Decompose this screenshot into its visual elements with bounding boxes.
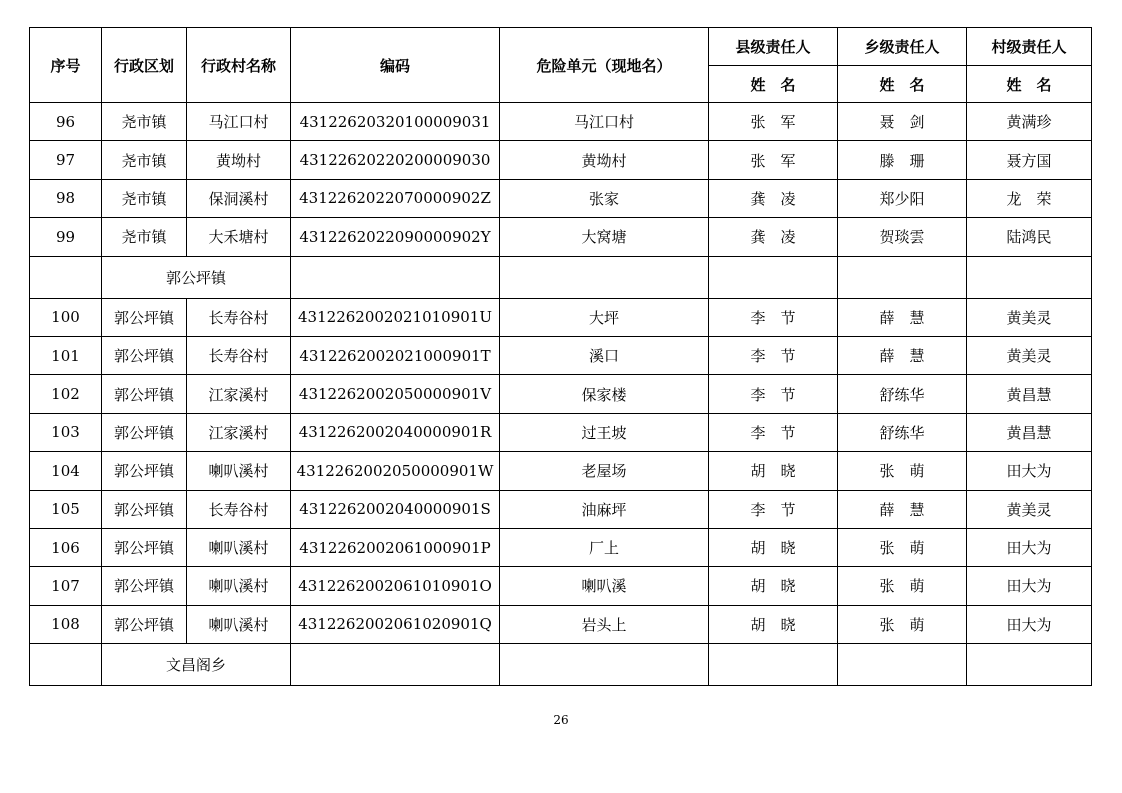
cell-code: 431226200206101090​1O <box>291 567 500 605</box>
cell-village-resp: 聂方国 <box>967 141 1092 179</box>
cell-danger-unit: 大窝塘 <box>500 218 709 256</box>
cell-danger-unit: 油麻坪 <box>500 490 709 528</box>
section-row-1-body <box>30 256 1092 298</box>
page-number: 26 <box>553 713 569 727</box>
cell-district: 郭公坪镇 <box>102 605 187 643</box>
header-name-county: 姓 名 <box>709 66 838 103</box>
table-row <box>30 567 1092 605</box>
cell-township-resp: 张 萌 <box>838 528 967 566</box>
cell-village: 马江口村 <box>187 103 291 141</box>
cell-danger-unit: 老屋场 <box>500 452 709 490</box>
cell-danger-unit: 过王坡 <box>500 413 709 451</box>
cell-danger-unit: 保家楼 <box>500 375 709 413</box>
cell-danger-unit: 厂上 <box>500 528 709 566</box>
cell-village-resp: 黄美灵 <box>967 298 1092 336</box>
cell-district: 郭公坪镇 <box>102 298 187 336</box>
header-row <box>30 28 1092 66</box>
cell-village: 长寿谷村 <box>187 490 291 528</box>
cell-danger-unit: 喇叭溪 <box>500 567 709 605</box>
cell-danger-unit: 马江口村 <box>500 103 709 141</box>
header-name-village: 姓 名 <box>967 66 1092 103</box>
cell-seq: 98 <box>30 179 102 217</box>
section-empty-cell <box>291 644 500 686</box>
cell-district: 尧市镇 <box>102 141 187 179</box>
table-row <box>30 298 1092 336</box>
header-seq: 序号 <box>30 28 102 103</box>
cell-seq: 96 <box>30 103 102 141</box>
cell-village: 江家溪村 <box>187 413 291 451</box>
cell-township-resp: 滕 珊 <box>838 141 967 179</box>
table-row <box>30 490 1092 528</box>
cell-danger-unit: 溪口 <box>500 336 709 374</box>
cell-code: 431226203201000090​31 <box>291 103 500 141</box>
cell-district: 郭公坪镇 <box>102 490 187 528</box>
cell-county-resp: 张 军 <box>709 141 838 179</box>
cell-village: 喇叭溪村 <box>187 567 291 605</box>
section-empty-cell <box>709 644 838 686</box>
cell-code: 431226200204000090​1R <box>291 413 500 451</box>
cell-seq: 105 <box>30 490 102 528</box>
header-district: 行政区划 <box>102 28 187 103</box>
table-row <box>30 605 1092 643</box>
table-row <box>30 336 1092 374</box>
cell-district: 郭公坪镇 <box>102 528 187 566</box>
table-row <box>30 375 1092 413</box>
cell-township-resp: 薛 慧 <box>838 490 967 528</box>
cell-village-resp: 龙 荣 <box>967 179 1092 217</box>
cell-village: 喇叭溪村 <box>187 528 291 566</box>
header-danger-unit: 危险单元（现地名） <box>500 28 709 103</box>
cell-village-resp: 田大为 <box>967 452 1092 490</box>
cell-village-resp: 黄满珍 <box>967 103 1092 141</box>
cell-village-resp: 黄美灵 <box>967 336 1092 374</box>
cell-seq: 97 <box>30 141 102 179</box>
cell-code: 431226200202100090​1T <box>291 336 500 374</box>
cell-township-resp: 舒练华 <box>838 413 967 451</box>
section-empty-cell <box>500 644 709 686</box>
cell-code: 431226200205000090​1V <box>291 375 500 413</box>
cell-county-resp: 张 军 <box>709 103 838 141</box>
cell-code: 431226200204000090​1S <box>291 490 500 528</box>
cell-village: 江家溪村 <box>187 375 291 413</box>
cell-district: 郭公坪镇 <box>102 375 187 413</box>
cell-seq: 103 <box>30 413 102 451</box>
cell-county-resp: 李 节 <box>709 413 838 451</box>
cell-township-resp: 贺琰雲 <box>838 218 967 256</box>
cell-county-resp: 李 节 <box>709 375 838 413</box>
cell-district: 郭公坪镇 <box>102 336 187 374</box>
section-row <box>30 256 1092 298</box>
cell-district: 尧市镇 <box>102 179 187 217</box>
header-village: 行政村名称 <box>187 28 291 103</box>
cell-township-resp: 舒练华 <box>838 375 967 413</box>
header-code: 编码 <box>291 28 500 103</box>
cell-village: 长寿谷村 <box>187 336 291 374</box>
cell-code: 431226202207000090​2Z <box>291 179 500 217</box>
cell-county-resp: 胡 晓 <box>709 452 838 490</box>
cell-village-resp: 陆鸿民 <box>967 218 1092 256</box>
cell-code: 431226200206102090​1Q <box>291 605 500 643</box>
cell-village-resp: 黄昌慧 <box>967 375 1092 413</box>
cell-danger-unit: 张家 <box>500 179 709 217</box>
cell-county-resp: 胡 晓 <box>709 605 838 643</box>
cell-township-resp: 郑少阳 <box>838 179 967 217</box>
table-row <box>30 452 1092 490</box>
cell-danger-unit: 岩头上 <box>500 605 709 643</box>
cell-village-resp: 田大为 <box>967 605 1092 643</box>
cell-village-resp: 田大为 <box>967 567 1092 605</box>
cell-seq: 107 <box>30 567 102 605</box>
cell-village: 喇叭溪村 <box>187 605 291 643</box>
table-body-a <box>30 103 1092 257</box>
header-name-township: 姓 名 <box>838 66 967 103</box>
cell-village-resp: 黄昌慧 <box>967 413 1092 451</box>
cell-seq: 108 <box>30 605 102 643</box>
cell-county-resp: 李 节 <box>709 298 838 336</box>
cell-county-resp: 龚 凌 <box>709 218 838 256</box>
cell-county-resp: 胡 晓 <box>709 567 838 605</box>
cell-county-resp: 胡 晓 <box>709 528 838 566</box>
cell-seq: 100 <box>30 298 102 336</box>
section-title: 文昌阁乡 <box>102 644 291 686</box>
header-township: 乡级责任人 <box>838 28 967 66</box>
cell-code: 431226200206100090​1P <box>291 528 500 566</box>
cell-seq: 104 <box>30 452 102 490</box>
cell-township-resp: 张 萌 <box>838 567 967 605</box>
cell-village: 长寿谷村 <box>187 298 291 336</box>
cell-village: 保洞溪村 <box>187 179 291 217</box>
section-empty-cell <box>838 256 967 298</box>
section-empty-cell <box>30 644 102 686</box>
table-row <box>30 179 1092 217</box>
section-empty-cell <box>30 256 102 298</box>
cell-code: 431226200202101090​1U <box>291 298 500 336</box>
cell-county-resp: 李 节 <box>709 336 838 374</box>
cell-district: 郭公坪镇 <box>102 452 187 490</box>
cell-township-resp: 张 萌 <box>838 605 967 643</box>
cell-district: 郭公坪镇 <box>102 567 187 605</box>
cell-village: 喇叭溪村 <box>187 452 291 490</box>
cell-seq: 102 <box>30 375 102 413</box>
section-empty-cell <box>500 256 709 298</box>
cell-district: 尧市镇 <box>102 103 187 141</box>
cell-village: 黄坳村 <box>187 141 291 179</box>
header-village-resp: 村级责任人 <box>967 28 1092 66</box>
responsibility-table <box>29 27 1092 686</box>
table-row <box>30 413 1092 451</box>
cell-village: 大禾塘村 <box>187 218 291 256</box>
cell-danger-unit: 黄坳村 <box>500 141 709 179</box>
section-row <box>30 644 1092 686</box>
table-row <box>30 103 1092 141</box>
section-title: 郭公坪镇 <box>102 256 291 298</box>
cell-code: 431226200205000090​1W <box>291 452 500 490</box>
section-empty-cell <box>291 256 500 298</box>
section-row-2-body <box>30 644 1092 686</box>
cell-township-resp: 聂 剑 <box>838 103 967 141</box>
cell-seq: 106 <box>30 528 102 566</box>
cell-village-resp: 黄美灵 <box>967 490 1092 528</box>
cell-township-resp: 薛 慧 <box>838 336 967 374</box>
cell-district: 郭公坪镇 <box>102 413 187 451</box>
table-row <box>30 528 1092 566</box>
section-empty-cell <box>838 644 967 686</box>
cell-district: 尧市镇 <box>102 218 187 256</box>
section-empty-cell <box>967 644 1092 686</box>
table-row <box>30 218 1092 256</box>
cell-danger-unit: 大坪 <box>500 298 709 336</box>
cell-township-resp: 薛 慧 <box>838 298 967 336</box>
cell-township-resp: 张 萌 <box>838 452 967 490</box>
cell-seq: 101 <box>30 336 102 374</box>
cell-seq: 99 <box>30 218 102 256</box>
section-empty-cell <box>967 256 1092 298</box>
section-empty-cell <box>709 256 838 298</box>
cell-county-resp: 李 节 <box>709 490 838 528</box>
table-body-b <box>30 298 1092 644</box>
cell-village-resp: 田大为 <box>967 528 1092 566</box>
cell-code: 4312262022020000903​0 <box>291 141 500 179</box>
cell-code: 431226202209000090​2Y <box>291 218 500 256</box>
cell-county-resp: 龚 凌 <box>709 179 838 217</box>
table-row <box>30 141 1092 179</box>
header-county: 县级责任人 <box>709 28 838 66</box>
